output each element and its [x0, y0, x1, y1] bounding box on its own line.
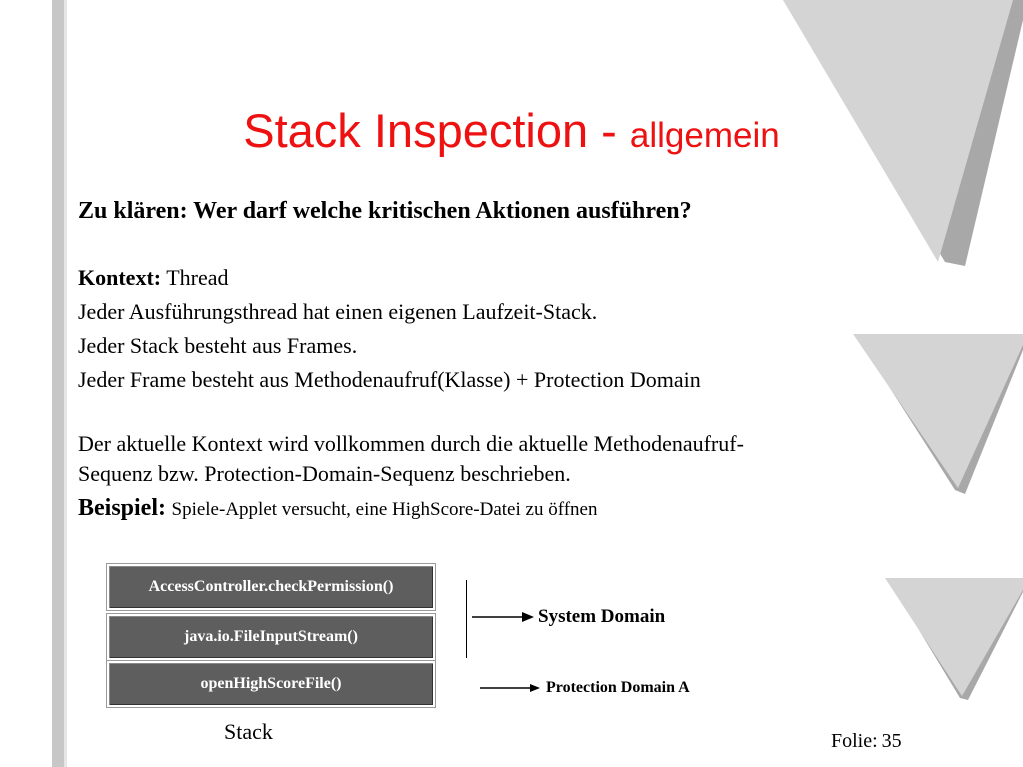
slide-number [827, 728, 902, 754]
example-text: Spiele-Applet versucht, eine HighScore-Datei zu öffnen [171, 499, 598, 520]
body-line-1: Jeder Ausführungsthread hat einen eigenen Laufzeit-Stack. [78, 299, 598, 324]
stack-frame-check-permission: AccessController.checkPermission() [109, 566, 433, 608]
body-line-2: Jeder Stack besteht aus Frames. [78, 333, 358, 358]
slide-number-label: Folie: [831, 730, 878, 752]
protection-domain-arrow-head [530, 684, 540, 692]
protection-domain-label: Protection Domain A [546, 679, 690, 696]
context-label: Kontext: [78, 265, 162, 290]
system-domain-arrow-head [522, 612, 534, 622]
body-line-3: Jeder Frame besteht aus Methodenaufruf(Klasse) + Protection Domain [78, 367, 701, 392]
context-value: Thread [166, 265, 229, 290]
stack-label: Stack [224, 719, 273, 744]
slide-title-sub: allgemein [629, 116, 780, 155]
paragraph-line-1: Der aktuelle Kontext wird vollkommen durch die aktuelle Methodenaufruf- [78, 431, 744, 456]
paragraph-line-2: Sequenz bzw. Protection-Domain-Sequenz beschrieben. [78, 461, 571, 486]
slide-title-main: Stack Inspection - [243, 104, 617, 157]
stack-frame-open-highscore: openHighScoreFile() [109, 663, 433, 705]
example-label: Beispiel: [78, 495, 166, 521]
question-heading: Zu klären: Wer darf welche kritischen Aktionen ausführen? [78, 198, 692, 224]
stack-frame-file-input-stream: java.io.FileInputStream() [109, 616, 433, 658]
slide-number-value: 35 [881, 730, 902, 752]
system-domain-label: System Domain [538, 606, 666, 627]
